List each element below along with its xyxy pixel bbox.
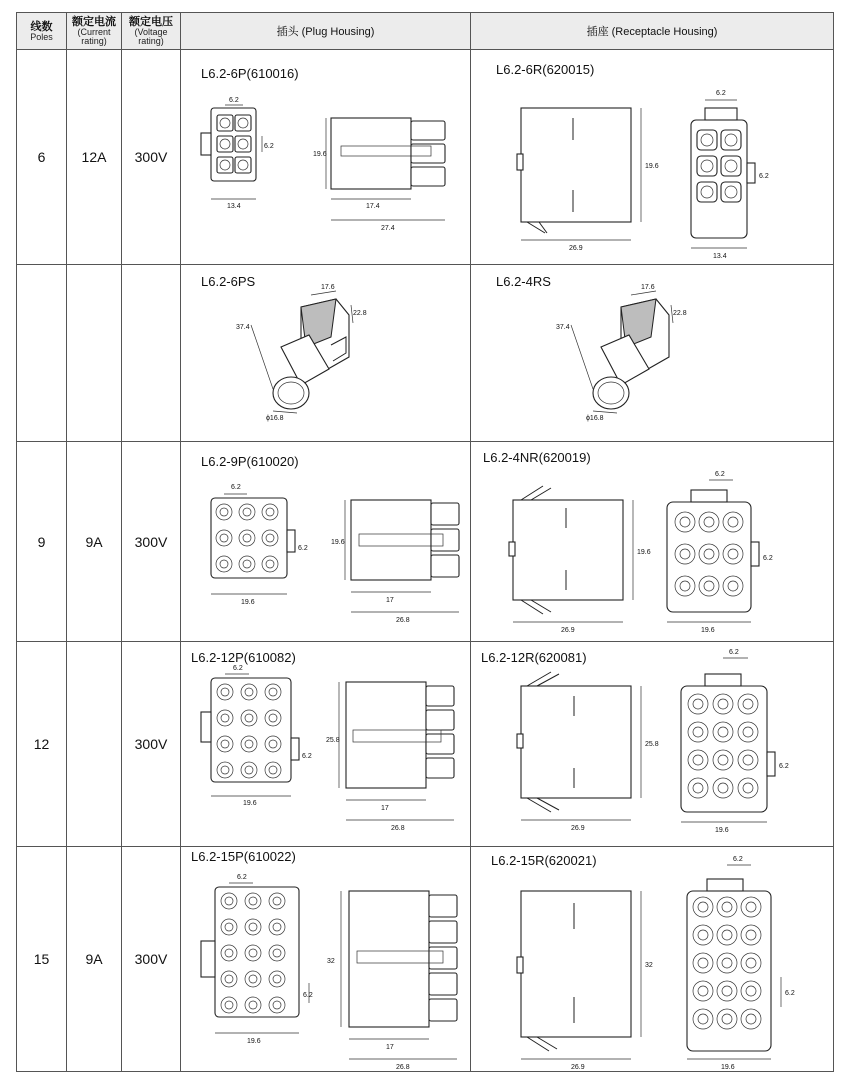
voltage-cell: 300V	[122, 642, 181, 847]
current-cell	[67, 642, 122, 847]
svg-text:17.6: 17.6	[641, 284, 655, 291]
plug-drawing-cell	[181, 442, 471, 642]
receptacle-iso-drawing	[471, 265, 834, 442]
svg-text:37.4: 37.4	[556, 324, 570, 331]
svg-text:ϕ16.8: ϕ16.8	[266, 415, 284, 422]
voltage-cell: 300V	[122, 847, 181, 1072]
current-cell	[67, 265, 122, 442]
svg-text:6.2: 6.2	[264, 143, 274, 150]
svg-text:32: 32	[645, 962, 653, 969]
table-header-row	[17, 13, 834, 50]
svg-text:26.8: 26.8	[396, 617, 410, 624]
front-view	[691, 100, 755, 248]
plug-drawing-cell	[181, 50, 471, 265]
svg-text:6.2: 6.2	[231, 484, 241, 491]
receptacle-drawing	[471, 847, 834, 1072]
plug-drawing	[181, 642, 471, 847]
svg-text:32: 32	[327, 958, 335, 965]
plug-model-label: L6.2-6PS	[201, 274, 256, 289]
side-view	[517, 108, 641, 240]
svg-text:22.8: 22.8	[673, 310, 687, 317]
svg-text:25.8: 25.8	[645, 741, 659, 748]
svg-text:6.2: 6.2	[715, 471, 725, 478]
poles-cell: 9	[17, 442, 67, 642]
svg-text:6.2: 6.2	[733, 856, 743, 863]
receptacle-drawing-cell	[471, 847, 834, 1072]
svg-text:37.4: 37.4	[236, 324, 250, 331]
table-row	[17, 847, 834, 1072]
svg-text:26.8: 26.8	[396, 1064, 410, 1071]
svg-text:ϕ16.8: ϕ16.8	[586, 415, 604, 422]
receptacle-model-label: L6.2-12R(620081)	[481, 650, 587, 665]
svg-text:13.4: 13.4	[227, 203, 241, 210]
svg-text:17.4: 17.4	[366, 203, 380, 210]
poles-cell	[17, 265, 67, 442]
svg-text:17.6: 17.6	[321, 284, 335, 291]
svg-text:19.6: 19.6	[241, 599, 255, 606]
svg-text:13.4: 13.4	[713, 253, 727, 260]
plug-model-label: L6.2-15P(610022)	[191, 849, 296, 864]
voltage-cell	[122, 265, 181, 442]
receptacle-drawing	[471, 50, 834, 265]
header-plug-housing: 插头 (Plug Housing)	[181, 13, 471, 50]
current-cell: 12A	[67, 50, 122, 265]
svg-text:26.9: 26.9	[561, 627, 575, 634]
svg-text:17: 17	[386, 1044, 394, 1051]
svg-text:6.2: 6.2	[729, 649, 739, 656]
table-row	[17, 50, 834, 265]
connector-spec-table	[16, 12, 834, 1072]
plug-drawing-cell	[181, 847, 471, 1072]
plug-model-label: L6.2-9P(610020)	[201, 454, 299, 469]
svg-text:6.2: 6.2	[785, 990, 795, 997]
table-row	[17, 442, 834, 642]
receptacle-model-label: L6.2-4NR(620019)	[483, 450, 591, 465]
receptacle-drawing	[471, 642, 834, 847]
current-cell: 9A	[67, 442, 122, 642]
svg-text:6.2: 6.2	[237, 874, 247, 881]
svg-text:19.6: 19.6	[715, 827, 729, 834]
receptacle-model-label: L6.2-15R(620021)	[491, 853, 597, 868]
receptacle-model-label: L6.2-6R(620015)	[496, 62, 595, 77]
svg-text:19.6: 19.6	[331, 539, 345, 546]
plug-drawing-cell	[181, 265, 471, 442]
receptacle-drawing	[471, 442, 834, 642]
svg-text:17: 17	[386, 597, 394, 604]
svg-text:6.2: 6.2	[302, 753, 312, 760]
svg-text:19.6: 19.6	[701, 627, 715, 634]
poles-cell: 15	[17, 847, 67, 1072]
table-row	[17, 265, 834, 442]
poles-cell: 12	[17, 642, 67, 847]
svg-text:26.9: 26.9	[569, 245, 583, 252]
voltage-cell: 300V	[122, 442, 181, 642]
svg-text:19.6: 19.6	[721, 1064, 735, 1071]
svg-text:19.6: 19.6	[247, 1038, 261, 1045]
table-row	[17, 642, 834, 847]
poles-cell: 6	[17, 50, 67, 265]
current-cell: 9A	[67, 847, 122, 1072]
svg-text:27.4: 27.4	[381, 225, 395, 232]
receptacle-drawing-cell	[471, 265, 834, 442]
svg-text:6.2: 6.2	[759, 173, 769, 180]
plug-iso-drawing	[181, 265, 471, 442]
svg-text:6.2: 6.2	[298, 545, 308, 552]
svg-text:6.2: 6.2	[779, 763, 789, 770]
plug-model-label: L6.2-12P(610082)	[191, 650, 296, 665]
header-current: 额定电流 (Current rating)	[67, 13, 122, 50]
svg-text:6.2: 6.2	[716, 90, 726, 97]
svg-text:26.8: 26.8	[391, 825, 405, 832]
receptacle-model-label: L6.2-4RS	[496, 274, 551, 289]
svg-text:6.2: 6.2	[233, 665, 243, 672]
header-voltage: 额定电压 (Voltage rating)	[122, 13, 181, 50]
svg-text:19.6: 19.6	[243, 800, 257, 807]
svg-text:26.9: 26.9	[571, 1064, 585, 1071]
plug-drawing	[181, 442, 471, 642]
receptacle-drawing-cell	[471, 50, 834, 265]
plug-drawing	[181, 847, 471, 1072]
svg-text:25.8: 25.8	[326, 737, 340, 744]
svg-text:19.6: 19.6	[645, 163, 659, 170]
svg-text:6.2: 6.2	[229, 97, 239, 104]
front-view	[201, 105, 262, 199]
receptacle-drawing-cell	[471, 642, 834, 847]
receptacle-drawing-cell	[471, 442, 834, 642]
voltage-cell: 300V	[122, 50, 181, 265]
svg-text:6.2: 6.2	[763, 555, 773, 562]
svg-text:17: 17	[381, 805, 389, 812]
side-view	[326, 118, 445, 220]
svg-text:26.9: 26.9	[571, 825, 585, 832]
header-poles: 线数 Poles	[17, 13, 67, 50]
svg-text:19.6: 19.6	[313, 151, 327, 158]
header-receptacle-housing: 插座 (Receptacle Housing)	[471, 13, 834, 50]
plug-drawing-cell	[181, 642, 471, 847]
plug-drawing	[181, 50, 471, 265]
svg-text:6.2: 6.2	[303, 992, 313, 999]
svg-text:22.8: 22.8	[353, 310, 367, 317]
plug-model-label: L6.2-6P(610016)	[201, 66, 299, 81]
svg-text:19.6: 19.6	[637, 549, 651, 556]
